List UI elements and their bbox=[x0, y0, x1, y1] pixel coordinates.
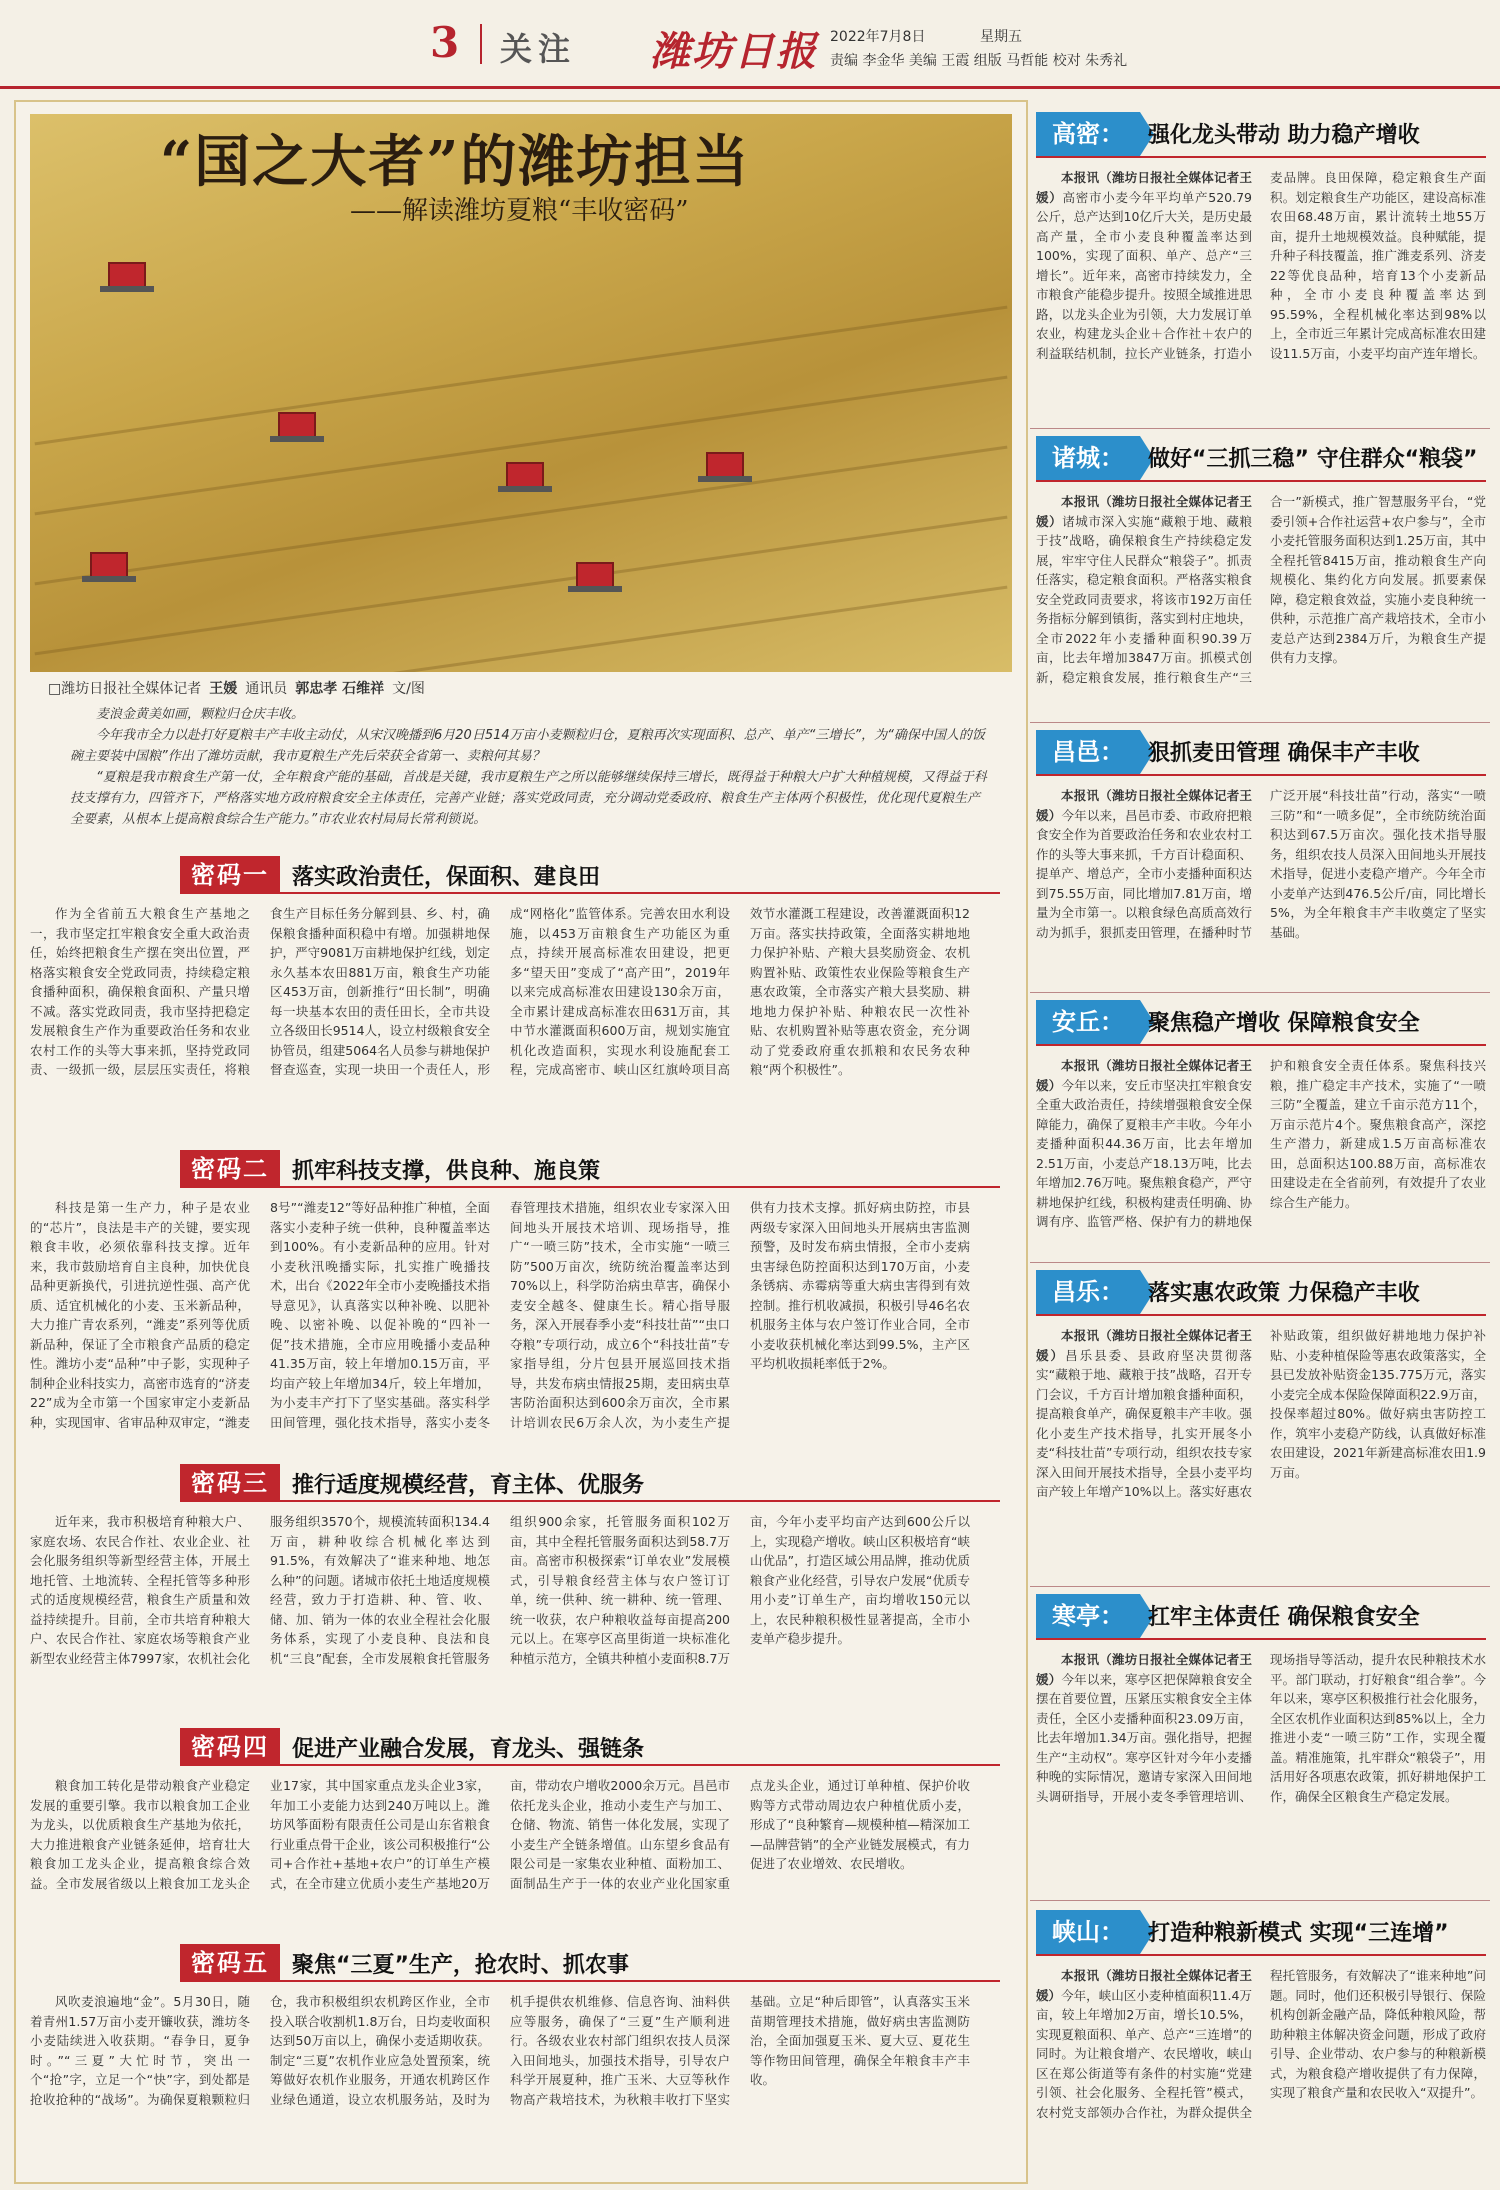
section-tag: 密码二 bbox=[180, 1150, 280, 1188]
dateline: 本报讯（潍坊日报社全媒体记者王媛） bbox=[1036, 1652, 1252, 1687]
section-paragraph: 风吹麦浪遍地“金”。5月30日，随着青州1.57万亩小麦开镰收获，潍坊冬小麦陆续进入收获期。“春争日，夏争时。”“三夏”大忙时节，突出一个“抢”字，立足一个“快”字，到处都是抢收抢种的“战场”。为确保夏粮颗粒归仓，我市积极组织农机跨区作业，全市投入联合收割机1.8万台，日均麦收面积达到50万亩以上，确保小麦适期收获。制定“三夏”农机作业应急处置预案，统筹做好农机作业服务，开通农机跨区作业绿色通道，设立农机服务站，及时为机手提供农机维修、信息咨询、油料供应等服务，确保了“三夏”生产顺利进行。各级农业农村部门组织农技人员深入田间地头，加强技术指导，引导农户科学开展夏种，推广玉米、大豆等秋作物高产栽培技术，为秋粮丰收打下坚实基础。立足“种后即管”，认真落实玉米苗期管理技术措施，做好病虫害监测防治，全面加强夏玉米、夏大豆、夏花生等作物田间管理，确保全年粮食丰产丰收。 bbox=[30, 1994, 970, 2107]
field-row bbox=[35, 306, 1008, 446]
county-article-anqiu bbox=[1036, 1000, 1486, 1256]
section-tag: 密码三 bbox=[180, 1464, 280, 1502]
masthead-logo: 潍坊日报 bbox=[650, 28, 818, 75]
section-paragraph: 科技是第一生产力，种子是农业的“芯片”，良法是丰产的关键，要实现粮食丰收，必须依靠科技支撑。近年来，我市鼓励培育自主良种，加快优良品种更新换代，引进抗逆性强、高产优质、适宜机械化的小麦、玉米新品种，大力推广青农系列，“潍麦”系列等优质新品种，保证了全市粮食产品质的稳定性。潍坊小麦“品种”中子影，实现种子制种企业科技实力，高密市选育的“济麦22”成为全市第一个国家审定小麦新品种，实现国审、省审品种双审定，“潍麦8号”“潍麦12”等好品种推广种植，全面落实小麦种子统一供种，良种覆盖率达到100%。有小麦新品种的应用。针对小麦秋汛晚播实际，扎实推广晚播技术，出台《2022年全市小麦晚播技术指导意见》，认真落实以种补晚、以肥补晚、以密补晚、以促补晚的“四补一促”技术措施，全市应用晚播小麦品种41.35万亩，较上年增加0.15万亩，平均亩产较上年增加34斤，较上年增加，为小麦丰产打下了坚实基础。落实科学田间管理，强化技术指导，落实小麦冬春管理技术措施，组织农业专家深入田间地头开展技术培训、现场指导，推广“一喷三防”技术，全市实施“一喷三防”500万亩次，统防统治覆盖率达到70%以上，科学防治病虫草害，确保小麦安全越冬、健康生长。精心指导服务，深入开展春季小麦“科技壮苗”“虫口夺粮”专项行动，成立6个“科技壮苗”专家指导组，分片包县开展巡回技术指导，共发布病虫情报25期，麦田病虫草害防治面积达到600余万亩次，全市累计培训农民6万余人次，为小麦生产提供有力技术支撑。抓好病虫防控，市县两级专家深入田间地头开展病虫害监测预警，及时发布病虫情报，全市小麦病虫害绿色防控面积达到170万亩，小麦条锈病、赤霉病等重大病虫害得到有效控制。推行机收减损，积极引导46名农机服务主体与农户签订作业合同，全市小麦收获机械化率达到99.5%，主产区平均机收损耗率低于2%。 bbox=[30, 1200, 970, 1430]
section-rule bbox=[180, 1500, 1000, 1502]
dateline: 本报讯（潍坊日报社全媒体记者王媛） bbox=[1036, 1328, 1252, 1363]
article-text: 高密市小麦今年平均单产520.79公斤，总产达到10亿斤大关，是历史最高产量，全市小麦良种覆盖率达到100%，实现了面积、单产、总产“三增长”。近年来，高密市持续发力，全市粮食产能稳步提升。按照全域推进思路，以龙头企业为引领，大力发展订单农业，构建龙头企业＋合作社＋农户的利益联结机制，拉长产业链条，打造小麦品牌。良田保障，稳定粮食生产面积。划定粮食生产功能区，建设高标准农田68.48万亩，累计流转土地55万亩，提升土地规模效益。良种赋能，提升种子科技覆盖，推广潍麦系列、济麦22等优良品种，培育13个小麦新品种，全市小麦良种覆盖率达到95.59%，全程机械化率达到98%以上，全市近三年累计完成高标准农田建设11.5万亩，小麦平均亩产连年增长。 bbox=[1036, 170, 1486, 361]
county-article-head bbox=[1036, 1000, 1486, 1046]
feature-subheadline: ——解读潍坊夏粮“丰收密码” bbox=[350, 196, 689, 226]
section-title: 落实政治责任，保面积、建良田 bbox=[292, 865, 601, 890]
article-text: 今年以来，昌邑市委、市政府把粮食安全作为首要政治任务和农业农村工作的头等大事来抓，千方百计稳面积、提单产、增总产，全市小麦播种面积达到75.55万亩，同比增加7.81万亩，增量为全市第一。以粮食绿色高质高效行动为抓手，狠抓麦田管理，在播种时节广泛开展“科技壮苗”行动，落实“一喷三防”和“一喷多促”，全市统防统治面积达到67.5万亩次。强化技术指导服务，组织农技人员深入田间地头开展技术指导，促进小麦稳产增产。今年全市小麦单产达到476.5公斤/亩，同比增长5%，为全年粮食丰产丰收奠定了坚实基础。 bbox=[1036, 788, 1486, 940]
county-article-title: 聚焦稳产增收 保障粮食安全 bbox=[1148, 1011, 1420, 1036]
county-article-head bbox=[1036, 112, 1486, 158]
section-body-3 bbox=[30, 1512, 970, 1728]
byline-prefix: □潍坊日报社全媒体记者 bbox=[48, 681, 202, 697]
intro-paragraph: 麦浪金黄美如画，颗粒归仓庆丰收。 bbox=[96, 707, 305, 722]
county-article-head bbox=[1036, 1910, 1486, 1956]
county-article-gaomi bbox=[1036, 112, 1486, 422]
county-article-title: 做好“三抓三稳” 守住群众“粮袋” bbox=[1148, 447, 1478, 472]
section-tag: 密码一 bbox=[180, 856, 280, 894]
section-title: 促进产业融合发展，育龙头、强链条 bbox=[292, 1737, 645, 1762]
section-title: 聚焦“三夏”生产，抢农时、抓农事 bbox=[292, 1953, 629, 1978]
feature-intro bbox=[70, 704, 990, 830]
county-tag: 安丘： bbox=[1036, 1000, 1140, 1044]
county-article-title: 狠抓麦田管理 确保丰产丰收 bbox=[1148, 741, 1420, 766]
byline-mid: 通讯员 bbox=[245, 681, 288, 697]
article-text: 今年以来，安丘市坚决扛牢粮食安全重大政治责任，持续增强粮食安全保障能力，确保了夏粮丰产丰收。今年小麦播种面积44.36万亩，比去年增加2.51万亩，小麦总产18.13万吨，比去年增加2.76万吨。聚焦粮食稳产，严守耕地保护红线，积极构建责任明确、协调有序、监管严格、保护有力的耕地保护和粮食安全责任体系。聚焦科技兴粮，推广稳定丰产技术，实施了“一喷三防”全覆盖，建立千亩示范方11个，万亩示范片4个。聚焦粮食高产，深挖生产潜力，新建成1.5万亩高标准农田，总面积达100.88万亩，高标准农田建设走在全省前列，有效提升了农业综合生产能力。 bbox=[1036, 1058, 1486, 1229]
editors-credit: 责编 李金华 美编 王霞 组版 马哲能 校对 朱秀礼 bbox=[830, 53, 1128, 69]
harvester-icon bbox=[278, 412, 316, 438]
county-article-xiashan bbox=[1036, 1910, 1486, 2182]
section-title: 抓牢科技支撑，供良种、施良策 bbox=[292, 1159, 601, 1184]
section-rule bbox=[180, 892, 1000, 894]
county-article-head bbox=[1036, 1270, 1486, 1316]
county-tag: 诸城： bbox=[1036, 436, 1140, 480]
section-rule bbox=[180, 1980, 1000, 1982]
section-tag: 密码四 bbox=[180, 1728, 280, 1766]
intro-paragraph: “夏粮是我市粮食生产第一仗，全年粮食产能的基础，首战是关键，我市夏粮生产之所以能够继续保持三增长，既得益于种粮大户扩大种植规模，又得益于科技支撑有力，四管齐下，严格落实地方政府粮食安全主体责任，完善产业链；落实党政同责，充分调动党委政府、粮食生产主体两个积极性，优化现代夏粮生产全要素，从根本上提高粮食综合生产能力。”市农业农村局局长常利锁说。 bbox=[70, 770, 987, 827]
issue-date: 2022年7月8日 bbox=[830, 29, 926, 45]
section-body-4 bbox=[30, 1776, 970, 1932]
county-article-body bbox=[1036, 1326, 1486, 1502]
field-row bbox=[35, 516, 1008, 656]
county-article-body bbox=[1036, 1966, 1486, 2122]
article-text: 昌乐县委、县政府坚决贯彻落实“藏粮于地、藏粮于技”战略，召开专门会议，千方百计增加粮食播种面积，提高粮食单产，确保夏粮丰产丰收。强化小麦生产技术指导，扎实开展冬小麦“科技壮苗”专项行动，组织农技专家深入田间开展技术指导，全县小麦平均亩产较上年增产10%以上。落实好惠农补贴政策，组织做好耕地地力保护补贴、小麦种植保险等惠农政策落实，全县已发放补贴资金135.775万元，落实小麦完全成本保险保障面积22.9万亩，投保率超过80%。做好病虫害防控工作，筑牢小麦稳产防线，认真做好标准农田建设，2021年新建高标准农田1.9万亩。 bbox=[1036, 1328, 1486, 1499]
county-article-title: 落实惠农政策 力保稳产丰收 bbox=[1148, 1281, 1420, 1306]
issue-weekday: 星期五 bbox=[980, 29, 1022, 45]
county-tag: 昌乐： bbox=[1036, 1270, 1140, 1314]
harvester-icon bbox=[90, 552, 128, 578]
county-tag: 昌邑： bbox=[1036, 730, 1140, 774]
byline bbox=[48, 678, 425, 698]
dateline: 本报讯（潍坊日报社全媒体记者王媛） bbox=[1036, 170, 1252, 205]
dateline: 本报讯（潍坊日报社全媒体记者王媛） bbox=[1036, 788, 1252, 823]
county-tag: 峡山： bbox=[1036, 1910, 1140, 1954]
article-divider bbox=[1030, 1900, 1490, 1901]
section-name: 关注 bbox=[500, 30, 577, 68]
county-article-head bbox=[1036, 436, 1486, 482]
county-article-body bbox=[1036, 168, 1486, 363]
dateline: 本报讯（潍坊日报社全媒体记者王媛） bbox=[1036, 1968, 1252, 2003]
section-head-3 bbox=[180, 1464, 1000, 1502]
county-article-body bbox=[1036, 492, 1486, 687]
county-article-changle bbox=[1036, 1270, 1486, 1580]
county-article-zhucheng bbox=[1036, 436, 1486, 718]
byline-reporter: 王媛 bbox=[209, 681, 238, 697]
intro-paragraph: 今年我市全力以赴打好夏粮丰产丰收主动仗，从宋汉晚播到6月20日514万亩小麦颗粒归仓，夏粮再次实现面积、总产、单产“三增长”，为“确保中国人的饭碗主要装中国粮”作出了潍坊贡献，我市夏粮生产先后荣获全省第一、卖粮何其易？ bbox=[70, 728, 985, 764]
byline-suffix: 文/图 bbox=[392, 681, 425, 697]
county-tag: 寒亭： bbox=[1036, 1594, 1140, 1638]
county-article-title: 扛牢主体责任 确保粮食安全 bbox=[1148, 1605, 1420, 1630]
county-tag: 高密： bbox=[1036, 112, 1140, 156]
section-head-2 bbox=[180, 1150, 1000, 1188]
harvester-icon bbox=[108, 262, 146, 288]
section-paragraph: 近年来，我市积极培育种粮大户、家庭农场、农民合作社、农业企业、社会化服务组织等新型经营主体，开展土地托管、土地流转、全程托管等多种形式的适度规模经营，粮食生产质量和效益持续提升。目前，全市共培育种粮大户、农民合作社、家庭农场等粮食产业新型农业经营主体7997家，农机社会化服务组织3570个，规模流转面积134.4万亩，耕种收综合机械化率达到91.5%，有效解决了“谁来种地、地怎么种”的问题。诸城市依托土地适度规模经营，致力于打造耕、种、管、收、储、加、销为一体的农业全程社会化服务体系，实现了小麦良种、良法和良机“三良”配套，全市发展粮食托管服务组织900余家，托管服务面积102万亩，其中全程托管服务面积达到58.7万亩。高密市积极探索“订单农业”发展模式，引导粮食经营主体与农户签订订单，统一供种、统一耕种、统一管理、统一收获，农户种粮收益每亩提高200元以上。在寒亭区高里街道一块标准化种植示范方，全镇共种植小麦面积8.7万亩，今年小麦平均亩产达到600公斤以上，实现稳产增收。峡山区积极培育“峡山优品”，打造区域公用品牌，推动优质粮食产业化经营，引导农户发展“优质专用小麦”订单生产，亩均增收150元以上，农民种粮积极性显著提高，全市小麦单产稳步提升。 bbox=[30, 1514, 970, 1666]
county-article-title: 打造种粮新模式 实现“三连增” bbox=[1148, 1921, 1449, 1946]
article-divider bbox=[1030, 992, 1490, 993]
page-number: 3 bbox=[430, 18, 460, 67]
article-text: 今年，峡山区小麦种植面积11.4万亩，较上年增加2万亩，增长10.5%，实现夏粮面积、单产、总产“三连增”的同时。为让粮食增产、农民增收，峡山区在郑公街道等有条件的村实施“党建引领、社会化服务、全程托管”模式，农村党支部领办合作社，为群众提供全程托管服务，有效解决了“谁来种地”问题。同时，他们还积极引导银行、保险机构创新金融产品，降低种粮风险，帮助种粮主体解决资金问题，形成了政府引导、企业带动、农户参与的种粮新模式，为粮食稳产增收提供了有力保障，实现了粮食产量和农民收入“双提升”。 bbox=[1036, 1968, 1486, 2120]
section-body-5 bbox=[30, 1992, 970, 2168]
article-divider bbox=[1030, 1262, 1490, 1263]
county-article-changyi bbox=[1036, 730, 1486, 986]
dateline: 本报讯（潍坊日报社全媒体记者王媛） bbox=[1036, 1058, 1252, 1093]
section-body-1 bbox=[30, 904, 970, 1140]
dateline: 本报讯（潍坊日报社全媒体记者王媛） bbox=[1036, 494, 1252, 529]
section-body-2 bbox=[30, 1198, 970, 1454]
section-head-5 bbox=[180, 1944, 1000, 1982]
section-paragraph: 作为全省前五大粮食生产基地之一，我市坚定扛牢粮食安全重大政治责任，始终把粮食生产摆在突出位置，严格落实粮食安全党政同责，持续稳定粮食播种面积，确保粮食面积、产量只增不减。落实党政同责，我市坚持把稳定发展粮食生产作为重要政治任务和农业农村工作的头等大事来抓，坚持党政同责、一级抓一级，层层压实责任，将粮食生产目标任务分解到县、乡、村，确保粮食播种面积稳中有增。加强耕地保护，严守9081万亩耕地保护红线，划定永久基本农田881万亩，粮食生产功能区453万亩，创新推行“田长制”，明确每一块基本农田的责任田长，全市共设立各级田长9514人，设立村级粮食安全协管员，组建5064名人员参与耕地保护督查巡查，实现一块田一个责任人，形成“网格化”监管体系。完善农田水利设施，以453万亩粮食生产功能区为重点，持续开展高标准农田建设，把更多“望天田”变成了“高产田”，2019年以来完成高标准农田建设130余万亩，全市累计建成高标准农田631万亩，其中节水灌溉面积600万亩，规划实施宜机化改造面积，实现水利设施配套工程，完成高密市、峡山区红旗岭项目高效节水灌溉工程建设，改善灌溉面积12万亩。落实扶持政策，全面落实耕地地力保护补贴、产粮大县奖励资金、农机购置补贴、政策性农业保险等粮食生产惠农政策，全市落实产粮大县奖励、耕地地力保护补贴、种粮农民一次性补贴、农机购置补贴等惠农资金，充分调动了党委政府重农抓粮和农民务农种粮“两个积极性”。 bbox=[30, 906, 970, 1077]
section-paragraph: 粮食加工转化是带动粮食产业稳定发展的重要引擎。我市以粮食加工企业为龙头，以优质粮食生产基地为依托，大力推进粮食产业链条延伸，培育壮大粮食加工龙头企业，提高粮食综合效益。全市发展省级以上粮食加工龙头企业17家，其中国家重点龙头企业3家，年加工小麦能力达到240万吨以上。潍坊风筝面粉有限责任公司是山东省粮食行业重点骨干企业，该公司积极推行“公司+合作社+基地+农户”的订单生产模式，在全市建立优质小麦生产基地20万亩，带动农户增收2000余万元。昌邑市依托龙头企业，推动小麦生产与加工、仓储、物流、销售一体化发展，实现了小麦生产全链条增值。山东望乡食品有限公司是一家集农业种植、面粉加工、面制品生产于一体的农业产业化国家重点龙头企业，通过订单种植、保护价收购等方式带动周边农户种植优质小麦，形成了“良种繁育—规模种植—精深加工—品牌营销”的全产业链发展模式，有力促进了农业增效、农民增收。 bbox=[30, 1778, 970, 1891]
section-head-1 bbox=[180, 856, 1000, 894]
harvester-icon bbox=[576, 562, 614, 588]
field-row bbox=[35, 376, 1008, 516]
field-row bbox=[35, 586, 1008, 672]
section-title: 推行适度规模经营，育主体、优服务 bbox=[292, 1473, 645, 1498]
harvester-icon bbox=[506, 462, 544, 488]
county-article-head bbox=[1036, 730, 1486, 776]
section-tag: 密码五 bbox=[180, 1944, 280, 1982]
section-rule bbox=[180, 1764, 1000, 1766]
article-text: 今年以来，寒亭区把保障粮食安全摆在首要位置，压紧压实粮食安全主体责任，全区小麦播种面积23.09万亩，比去年增加1.34万亩。强化指导，把握生产“主动权”。寒亭区针对今年小麦播种晚的实际情况，邀请专家深入田间地头调研指导，开展小麦冬季管理培训、现场指导等活动，提升农民种粮技术水平。部门联动，打好粮食“组合拳”。今年以来，寒亭区积极推行社会化服务，全区农机作业面积达到85%以上，全力推进小麦“一喷三防”工作，实现全覆盖。精准施策，扎牢群众“粮袋子”，用活用好各项惠农政策，抓好耕地保护工作，确保全区粮食生产稳定发展。 bbox=[1036, 1652, 1486, 1804]
byline-contributors: 郭忠孝 石维祥 bbox=[295, 681, 385, 697]
county-article-head bbox=[1036, 1594, 1486, 1640]
county-article-hanting bbox=[1036, 1594, 1486, 1894]
county-article-body bbox=[1036, 1650, 1486, 1806]
county-article-body bbox=[1036, 786, 1486, 942]
harvester-icon bbox=[706, 452, 744, 478]
county-article-title: 强化龙头带动 助力稳产增收 bbox=[1148, 123, 1420, 148]
header-divider bbox=[480, 24, 482, 64]
county-article-body bbox=[1036, 1056, 1486, 1232]
section-head-4 bbox=[180, 1728, 1000, 1766]
article-text: 诸城市深入实施“藏粮于地、藏粮于技”战略，确保粮食生产持续稳定发展，牢牢守住人民群众“粮袋子”。抓责任落实，稳定粮食面积。严格落实粮食安全党政同责要求，将该市192万亩任务指标分解到镇街，落实到村庄地块，全市2022年小麦播种面积90.39万亩，比去年增加3847万亩。抓模式创新，稳定粮食发展，推行粮食生产“三合一”新模式，推广智慧服务平台，“党委引领+合作社运营+农户参与”，全市小麦托管服务面积达到1.25万亩，其中全程托管8415万亩，推动粮食生产向规模化、集约化方向发展。抓要素保障，稳定粮食效益，实施小麦良种统一供种，示范推广高产栽培技术，全市小麦总产达到2384万斤，为粮食生产提供有力支撑。 bbox=[1036, 494, 1486, 685]
article-divider bbox=[1030, 722, 1490, 723]
feature-headline: “国之大者”的潍坊担当 bbox=[160, 129, 751, 195]
article-divider bbox=[1030, 1586, 1490, 1587]
section-rule bbox=[180, 1186, 1000, 1188]
article-divider bbox=[1030, 428, 1490, 429]
